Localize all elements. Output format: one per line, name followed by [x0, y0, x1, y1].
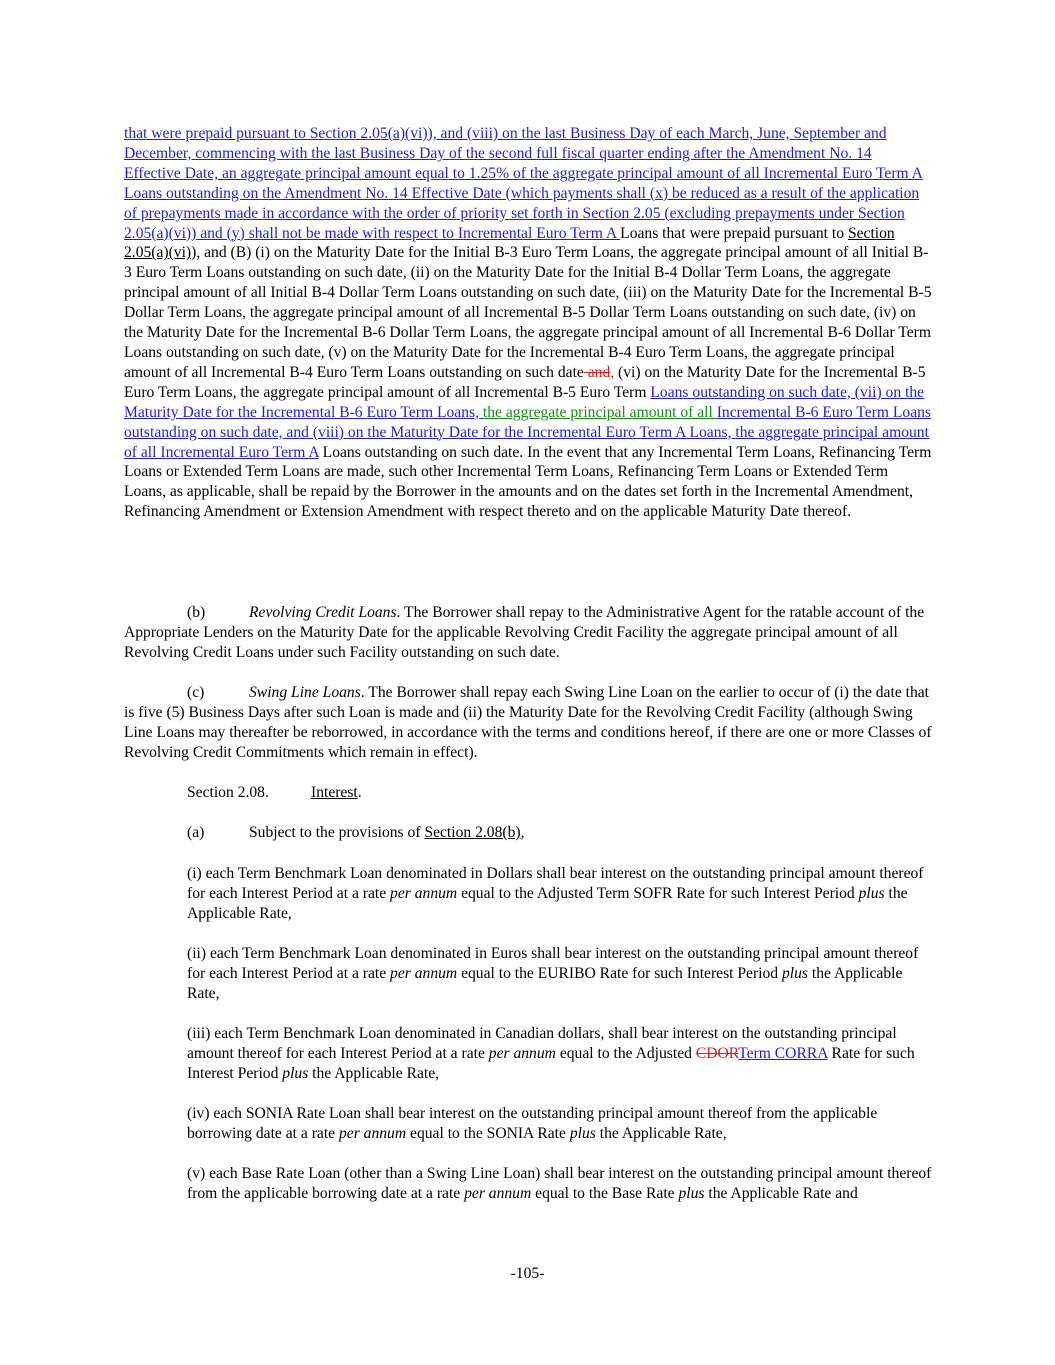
inserted-text: Term CORRA: [738, 1044, 828, 1062]
clause-i: [187, 864, 932, 924]
paragraph-swing-line-loans: [124, 683, 932, 763]
body-text: equal to the Base Rate: [531, 1184, 679, 1202]
body-text: equal to the Adjusted: [555, 1044, 696, 1062]
italic-term: plus: [858, 884, 885, 902]
body-text: Rate for such Interest Period: [187, 1044, 915, 1082]
italic-term: per annum: [338, 1124, 407, 1142]
body-text: (ii) each Term Benchmark Loan denominated in Euros shall bear interest on the outstanding principal amount thereof for each Interest Period at a rate: [187, 945, 919, 982]
body-text: the Applicable Rate,: [308, 1064, 440, 1082]
body-text: . The Borrower shall repay each Swing Line Loan on the earlier to occur of (i) the date that is five (5) Business Days after such Loan is made and (ii) the Maturity Date for the Revolving Credit Facility (although Swing Line Loans may thereafter be reborrowed, in accordance with the terms and conditions hereof, if there are one or more Classes of Revolving Credit Commitments which remain in effect).: [124, 684, 932, 761]
body-text: (v) each Base Rate Loan (other than a Swing Line Loan) shall bear interest on the outstanding principal amount thereof from the applicable borrowing date at a rate: [187, 1165, 932, 1202]
body-text: equal to the SONIA Rate: [406, 1124, 570, 1142]
clause-v: [187, 1164, 932, 1204]
body-text: . The Borrower shall repay to the Administrative Agent for the ratable account of the Appropriate Lenders on the Maturity Date for the applicable Revolving Credit Facility the aggregate principal amount of all Revolving Credit Loans under such Facility outstanding on such date.: [124, 604, 925, 661]
italic-term: per annum: [488, 1044, 556, 1062]
italic-term: plus: [678, 1184, 705, 1202]
section-number: Section 2.08.: [187, 784, 269, 801]
paragraph-a: [187, 823, 932, 843]
body-text: the Applicable Rate,: [595, 1124, 727, 1142]
section-reference: Section 2.05(a)(vi): [124, 224, 895, 262]
body-text: (iii) each Term Benchmark Loan denominated in Canadian dollars, shall bear interest on the outstanding principal amount thereof for each Interest Period at a rate: [187, 1025, 897, 1062]
body-text: Subject to the provisions of: [249, 824, 425, 841]
body-text: the Applicable Rate,: [187, 884, 908, 922]
italic-term: per annum: [464, 1184, 532, 1202]
body-text: (vi) on the Maturity Date for the Incremental B-5 Euro Term Loans, the aggregate principal amount of all Incremental B-5 Euro Term: [124, 363, 926, 401]
deleted-text: and: [583, 363, 611, 381]
moved-text: the aggregate principal amount of all: [482, 403, 717, 421]
body-text: the Applicable Rate,: [187, 964, 903, 1002]
body-text: Loans outstanding on such date. In the event that any Incremental Term Loans, Refinancing Term Loans or Extended Term Loans are made, such other Incremental Term Loans, Refinancing Term Loans or Extended Term Loans, as applicable, shall be repaid by the Borrower in the amounts and on the dates set forth in the Incremental Amendment, Refinancing Amendment or Extension Amendment with respect thereto and on the applicable Maturity Date thereof.: [124, 443, 932, 521]
body-text: the Applicable Rate and: [704, 1184, 858, 1202]
paragraph-label: (b): [187, 604, 206, 621]
body-text: (iv) each SONIA Rate Loan shall bear interest on the outstanding principal amount thereof from the applicable borrowing date at a rate: [187, 1105, 878, 1142]
body-text: equal to the EURIBO Rate for such Interest Period: [457, 964, 782, 982]
paragraph-revolving-credit-loans: [124, 603, 932, 663]
italic-term: plus: [282, 1064, 309, 1082]
inserted-text: Loans outstanding on such date, (vii) on the Maturity Date for the Incremental B-6 Euro Term Loans,: [124, 383, 925, 421]
paragraph-title: Revolving Credit Loans: [249, 604, 397, 621]
paragraph-title: Swing Line Loans: [249, 684, 361, 701]
paragraph-label: (c): [187, 684, 205, 701]
italic-term: plus: [781, 964, 808, 982]
page-number: -105-: [510, 1265, 545, 1282]
inserted-text: that were prepaid pursuant to Section 2.05(a)(vi)), and (viii) on the last Business Day of each March, June, September and December, commencing with the last Business Day of the second full fiscal quarter ending after the Amendment No. 14 Effective Date, an aggregate principal amount equal to 1.25% of the aggregate principal amount of all Incremental Euro Term A Loans outstanding on the Amendment No. 14 Effective Date (which payments shall (x) be reduced as a result of the application of prepayments made in accordance with the order of priority set forth in Section 2.05 (excluding prepayments under Section 2.05(a)(vi)) and (y) shall not be made with respect to Incremental Euro Term A: [124, 125, 923, 242]
body-text: ), and (B) (i) on the Maturity Date for the Initial B-3 Euro Term Loans, the aggregate principal amount of all Initial B-3 Euro Term Loans outstanding on such date, (ii) on the Maturity Date for the Initial B-4 Dollar Term Loans, the aggregate principal amount of all Initial B-4 Dollar Term Loans outstanding on such date, (iii) on the Maturity Date for the Incremental B-5 Dollar Term Loans, the aggregate principal amount of all Incremental B-5 Dollar Term Loans outstanding on such date, (iv) on the Maturity Date for the Incremental B-6 Dollar Term Loans, the aggregate principal amount of all Incremental B-6 Dollar Term Loans outstanding on such date, (v) on the Maturity Date for the Incremental B-4 Euro Term Loans, the aggregate principal amount of all Incremental B-4 Euro Term Loans outstanding on such date: [124, 244, 932, 381]
body-text: Loans that were prepaid pursuant to: [620, 224, 848, 242]
clause-ii: [187, 944, 932, 1004]
italic-term: per annum: [390, 884, 458, 902]
inserted-comma: ,: [610, 363, 615, 381]
italic-term: per annum: [390, 964, 458, 982]
deleted-text: CDOR: [695, 1044, 739, 1062]
paragraph-repayment-continuation: [124, 124, 932, 522]
section-period: .: [357, 784, 362, 801]
clause-iii: [187, 1024, 932, 1084]
inserted-text: Incremental B-6 Euro Term Loans outstanding on such date, and (viii) on the Maturity Date for the Incremental Euro Term A Loans, the aggregate principal amount of all Incremental Euro Term A: [124, 403, 931, 461]
section-reference: Section 2.08(b): [424, 824, 521, 841]
clause-iv: [187, 1104, 932, 1144]
italic-term: plus: [569, 1124, 596, 1142]
body-text: ,: [520, 824, 525, 841]
body-text: (i) each Term Benchmark Loan denominated in Dollars shall bear interest on the outstanding principal amount thereof for each Interest Period at a rate: [187, 865, 924, 902]
paragraph-label: (a): [187, 824, 205, 841]
section-heading: [187, 783, 932, 803]
section-title: Interest: [311, 784, 358, 801]
body-text: equal to the Adjusted Term SOFR Rate for such Interest Period: [457, 884, 859, 902]
